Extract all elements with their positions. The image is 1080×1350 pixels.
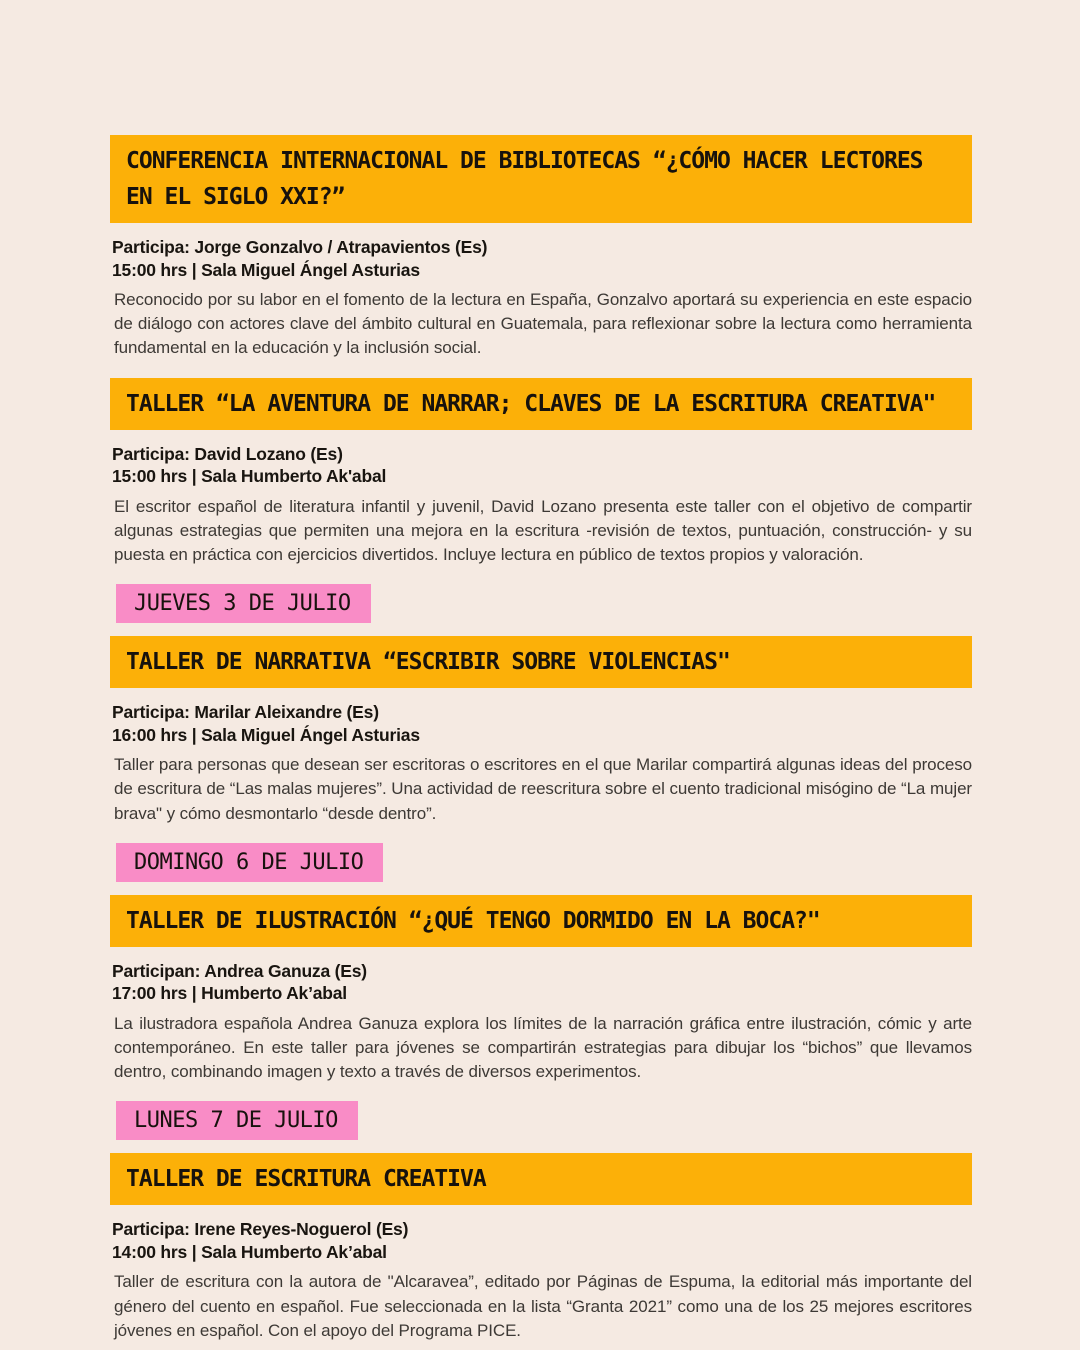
event-time-room: 17:00 hrs | Humberto Ak’abal xyxy=(112,983,347,1004)
event-title-banner xyxy=(110,895,972,947)
event-participants: Participa: Irene Reyes-Noguerol (Es) xyxy=(112,1219,409,1240)
event-participants: Participa: Marilar Aleixandre (Es) xyxy=(112,702,379,723)
date-banner-lunes-7-julio: LUNES 7 DE JULIO xyxy=(116,1101,358,1140)
event-title: TALLER “LA AVENTURA DE NARRAR; CLAVES DE LA ESCRITURA CREATIVA" xyxy=(126,390,936,417)
event-title-banner xyxy=(110,1153,972,1205)
event-title: TALLER DE NARRATIVA “ESCRIBIR SOBRE VIOLENCIAS" xyxy=(126,649,730,676)
event-participants: Participa: David Lozano (Es) xyxy=(112,443,343,464)
event-block-taller-narrativa-violencias xyxy=(110,636,972,826)
event-time-room: 15:00 hrs | Sala Humberto Ak'abal xyxy=(112,466,387,487)
event-description: El escritor español de literatura infantil y juvenil, David Lozano presenta este taller con el objetivo de compartir algunas estrategias que permiten una mejora en la escritura -revisión de textos, puntuación, construcción- y su puesta en práctica con ejercicios divertidos. Incluye lectura en público de textos propios y valoración. xyxy=(114,496,972,565)
event-description: Taller para personas que desean ser escritoras o escritores en el que Marilar compartirá algunas ideas del proceso de escritura de “Las malas mujeres”. Una actividad de reescritura sobre el cuento tradicional misógino de “La mujer brava" y cómo desmontarlo “desde dentro”. xyxy=(114,755,972,823)
event-time-room: 15:00 hrs | Sala Miguel Ángel Asturias xyxy=(112,259,420,280)
event-time-room: 16:00 hrs | Sala Miguel Ángel Asturias xyxy=(112,724,420,745)
event-time-room: 14:00 hrs | Sala Humberto Ak’abal xyxy=(112,1241,387,1262)
event-title: CONFERENCIA INTERNACIONAL DE BIBLIOTECAS “¿CÓMO HACER LECTORES EN EL SIGLO XXI?” xyxy=(126,148,923,210)
date-row xyxy=(110,843,972,882)
event-description: Taller de escritura con la autora de "Alcaravea”, editado por Páginas de Espuma, la editorial más importante del género del cuento en español. Fue seleccionada en la lista “Granta 2021” como una de los 25 mejores escritores jóvenes en español. Con el apoyo del Programa PICE. xyxy=(114,1272,972,1340)
date-row xyxy=(110,584,972,623)
event-block-taller-ilustracion-boca xyxy=(110,895,972,1085)
event-participants: Participa: Jorge Gonzalvo / Atrapavientos (Es) xyxy=(112,237,488,257)
event-title: TALLER DE ESCRITURA CREATIVA xyxy=(126,1166,486,1193)
event-block-taller-escritura-creativa xyxy=(110,1153,972,1343)
date-banner-domingo-6-julio: DOMINGO 6 DE JULIO xyxy=(116,843,383,882)
event-block-taller-aventura-narrar xyxy=(110,378,972,568)
event-meta xyxy=(112,1218,972,1263)
event-meta xyxy=(112,701,972,746)
event-meta xyxy=(112,443,972,488)
event-title-banner xyxy=(110,378,972,430)
date-banner-jueves-3-julio: JUEVES 3 DE JULIO xyxy=(116,584,371,623)
event-block-conferencia-bibliotecas xyxy=(110,135,972,361)
event-meta xyxy=(112,236,972,281)
event-description: Reconocido por su labor en el fomento de la lectura en España, Gonzalvo aportará su experiencia en este espacio de diálogo con actores clave del ámbito cultural en Guatemala, para reflexionar sobre la lectura como herramienta fundamental en la educación y la inclusión social. xyxy=(114,290,972,358)
event-participants: Participan: Andrea Ganuza (Es) xyxy=(112,960,367,981)
event-description: La ilustradora española Andrea Ganuza explora los límites de la narración gráfica entre ilustración, cómic y arte contemporáneo. En este taller para jóvenes se compartirán estrategias para dibujar los “bichos” que llevamos dentro, combinando imagen y texto a través de diversos experimentos. xyxy=(114,1013,972,1082)
event-title-banner xyxy=(110,135,972,223)
event-title: TALLER DE ILUSTRACIÓN “¿QUÉ TENGO DORMIDO EN LA BOCA?" xyxy=(126,907,820,934)
event-meta xyxy=(112,960,972,1005)
event-title-banner xyxy=(110,636,972,688)
date-row xyxy=(110,1101,972,1140)
